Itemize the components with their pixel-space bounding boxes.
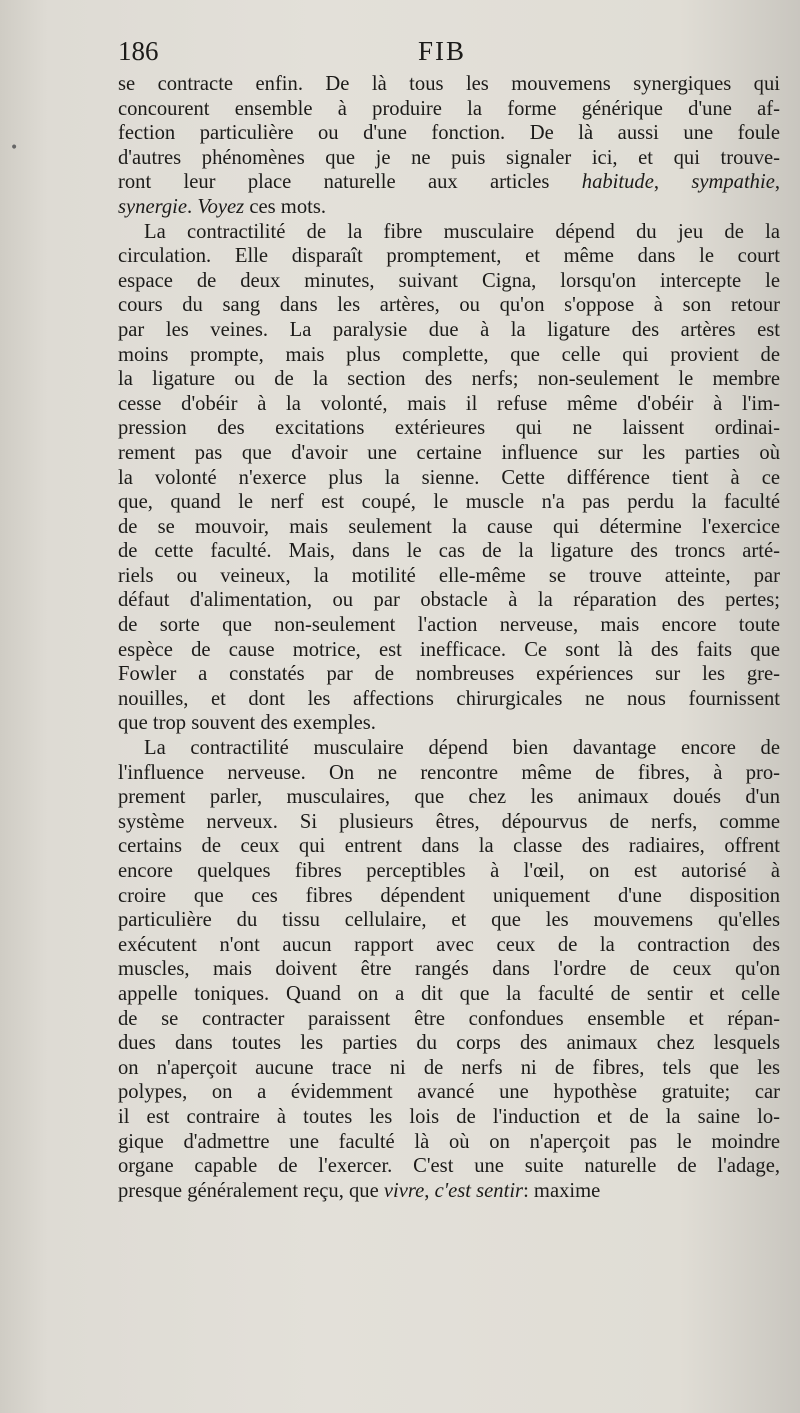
text-line: exécutent n'ont aucun rapport avec ceux de la contraction des xyxy=(118,933,780,956)
text-line: que, quand le nerf est coupé, le muscle n'a pas perdu la faculté xyxy=(118,491,780,514)
text-line: cours du sang dans les artères, ou qu'on s'oppose à son retour xyxy=(118,294,780,317)
text-line: circulation. Elle disparaît promptement, et même dans le court xyxy=(118,245,780,268)
text-line: croire que ces fibres dépendent uniquement d'une disposition xyxy=(118,884,780,907)
paragraph xyxy=(118,220,780,736)
text-line: nouilles, et dont les affections chirurgicales ne nous fournissent xyxy=(118,687,780,710)
text-line: de sorte que non-seulement l'action nerveuse, mais encore toute xyxy=(118,614,780,637)
text-line: polypes, on a évidemment avancé une hypothèse gratuite; car xyxy=(118,1081,780,1104)
text-line: cesse d'obéir à la volonté, mais il refuse même d'obéir à l'im- xyxy=(118,392,780,415)
text-line: muscles, mais doivent être rangés dans l'ordre de ceux qu'on xyxy=(118,958,780,981)
text-line: La contractilité musculaire dépend bien davantage encore de xyxy=(144,737,780,760)
text-line: certains de ceux qui entrent dans la classe des radiaires, offrent xyxy=(118,835,780,858)
text-line: fection particulière ou d'une fonction. De là aussi une foule xyxy=(118,122,780,145)
text-line: système nerveux. Si plusieurs êtres, dépourvus de nerfs, comme xyxy=(118,810,780,833)
text-line: il est contraire à toutes les lois de l'induction et de la saine lo- xyxy=(118,1105,780,1128)
text-line: on n'aperçoit aucune trace ni de nerfs ni de fibres, tels que les xyxy=(118,1056,780,1079)
page-number: 186 xyxy=(118,36,159,66)
text-line: la ligature ou de la section des nerfs; non-seulement le membre xyxy=(118,368,780,391)
text-line: défaut d'alimentation, ou par obstacle à la réparation des pertes; xyxy=(118,589,780,612)
text-line: concourent ensemble à produire la forme générique d'une af- xyxy=(118,97,780,120)
text-line: encore quelques fibres perceptibles à l'œil, on est autorisé à xyxy=(118,860,780,882)
running-head xyxy=(118,36,780,70)
text-line: l'influence nerveuse. On ne rencontre même de fibres, à pro- xyxy=(118,761,780,784)
text-line: espèce de cause motrice, est inefficace. Ce sont là des faits que xyxy=(118,638,780,661)
text-line: espace de deux minutes, suivant Cigna, lorsqu'on intercepte le xyxy=(118,269,780,292)
body-text xyxy=(118,72,780,1203)
text-line: d'autres phénomènes que je ne puis signaler ici, et qui trouve- xyxy=(118,146,780,169)
text-line: la volonté n'exerce plus la sienne. Cette différence tient à ce xyxy=(118,466,780,489)
paragraph xyxy=(118,72,780,220)
text-line: ront leur place naturelle aux articles habitude, sympathie, xyxy=(118,171,780,194)
text-line: particulière du tissu cellulaire, et que les mouvemens qu'elles xyxy=(118,909,780,932)
text-line: que trop souvent des exemples. xyxy=(118,712,376,735)
text-line: de se contracter paraissent être confondues ensemble et répan- xyxy=(118,1007,780,1030)
text-line: synergie. Voyez ces mots. xyxy=(118,195,326,218)
text-line: rement pas que d'avoir une certaine influence sur les parties où xyxy=(118,441,780,464)
text-line: La contractilité de la fibre musculaire dépend du jeu de la xyxy=(144,220,780,243)
paragraph xyxy=(118,736,780,1203)
text-line: dues dans toutes les parties du corps des animaux chez lesquels xyxy=(118,1032,780,1055)
running-title: FIB xyxy=(418,36,467,66)
text-line: prement parler, musculaires, que chez les animaux doués d'un xyxy=(118,786,780,809)
text-line: riels ou veineux, la motilité elle-même se trouve atteinte, par xyxy=(118,564,780,587)
text-line: moins prompte, mais plus complette, que celle qui provient de xyxy=(118,343,780,366)
text-line: se contracte enfin. De là tous les mouvemens synergiques qui xyxy=(118,73,780,95)
text-line: presque généralement reçu, que vivre, c'est sentir: maxime xyxy=(118,1179,601,1202)
text-line: gique d'admettre une faculté là où on n'aperçoit pas le moindre xyxy=(118,1130,780,1153)
text-line: par les veines. La paralysie due à la ligature des artères est xyxy=(118,318,780,341)
text-line: de se mouvoir, mais seulement la cause qui détermine l'exercice xyxy=(118,515,780,538)
text-line: appelle toniques. Quand on a dit que la faculté de sentir et celle xyxy=(118,982,780,1005)
text-line: de cette faculté. Mais, dans le cas de la ligature des troncs arté- xyxy=(118,540,780,563)
text-line: organe capable de l'exercer. C'est une suite naturelle de l'adage, xyxy=(118,1155,780,1178)
text-line: pression des excitations extérieures qui ne laissent ordinai- xyxy=(118,417,780,440)
margin-speck: • xyxy=(10,140,19,156)
text-line: Fowler a constatés par de nombreuses expériences sur les gre- xyxy=(118,663,780,686)
